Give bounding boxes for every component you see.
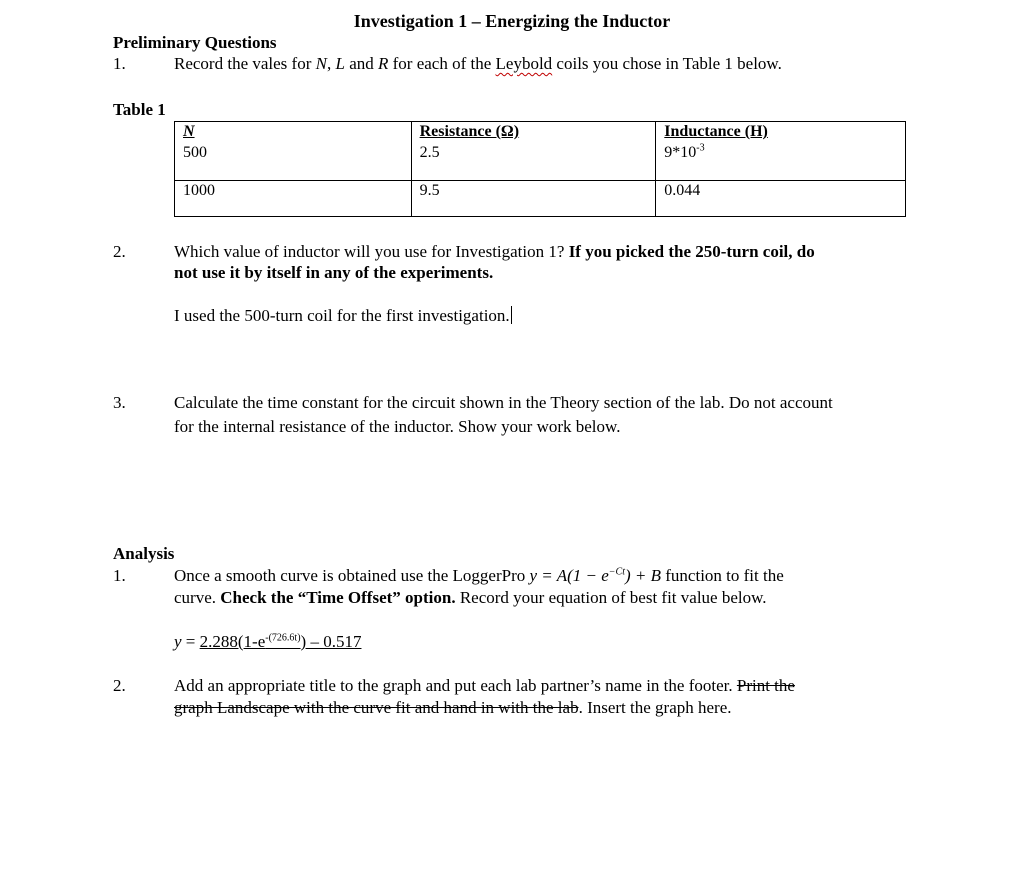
q2-answer[interactable]: I used the 500-turn coil for the first investigation. [174,306,510,325]
table-cell[interactable]: 500 [175,143,412,181]
fit-formula: $y = A(1 - e^{-Ct}) + B$ [529,566,662,585]
coil-table [174,121,906,217]
q1-number: 1. [113,54,126,73]
q1-text: Record the vales for N, L and R for each of the Leybold coils you chose in Table 1 below. [174,54,782,73]
q2-text: Which value of inductor will you use for Investigation 1? If you picked the 250-turn coil, do [174,242,815,261]
q2-number: 2. [113,242,126,261]
table-cell[interactable]: 2.5 [411,143,656,181]
table-header-n: N [175,122,412,144]
table-label: Table 1 [113,100,166,119]
table-cell[interactable]: 1000 [175,181,412,217]
a1-number: 1. [113,566,126,585]
q2-text-line2: not use it by itself in any of the experiments. [174,263,494,282]
table-cell-inductance[interactable]: $9*10^{-3}$ [656,143,906,181]
table-row [175,181,906,217]
spellcheck-word: Leybold [495,54,553,73]
table-header-inductance: Inductance (H) [656,122,906,144]
a1-answer[interactable]: $y = 2.288(1-e^{-(726.6t)}) - 0.517$ [174,632,362,651]
a1-line1: Once a smooth curve is obtained use the LoggerPro $y = A(1 - e^{-Ct}) + B$ function to fit the [174,566,784,585]
q3-line1: Calculate the time constant for the circuit shown in the Theory section of the lab. Do not account [174,393,833,412]
analysis-heading: Analysis [113,544,175,563]
a2-line1: Add an appropriate title to the graph and put each lab partner’s name in the footer. Print the [174,676,795,695]
page-title: Investigation 1 – Energizing the Inductor [353,11,671,31]
table-cell[interactable]: 9.5 [411,181,656,217]
q3-line2: for the internal resistance of the inductor. Show your work below. [174,417,621,436]
a2-line2: graph Landscape with the curve fit and hand in with the lab. Insert the graph here. [174,698,732,717]
a1-line2: curve. Check the “Time Offset” option. Record your equation of best fit value below. [174,588,767,607]
a2-number: 2. [113,676,126,695]
table-row [175,143,906,181]
table-header-resistance: Resistance (Ω) [411,122,656,144]
q3-number: 3. [113,393,126,412]
table-cell[interactable]: 0.044 [656,181,906,217]
preliminary-heading: Preliminary Questions [113,33,277,52]
text-cursor [511,306,512,324]
